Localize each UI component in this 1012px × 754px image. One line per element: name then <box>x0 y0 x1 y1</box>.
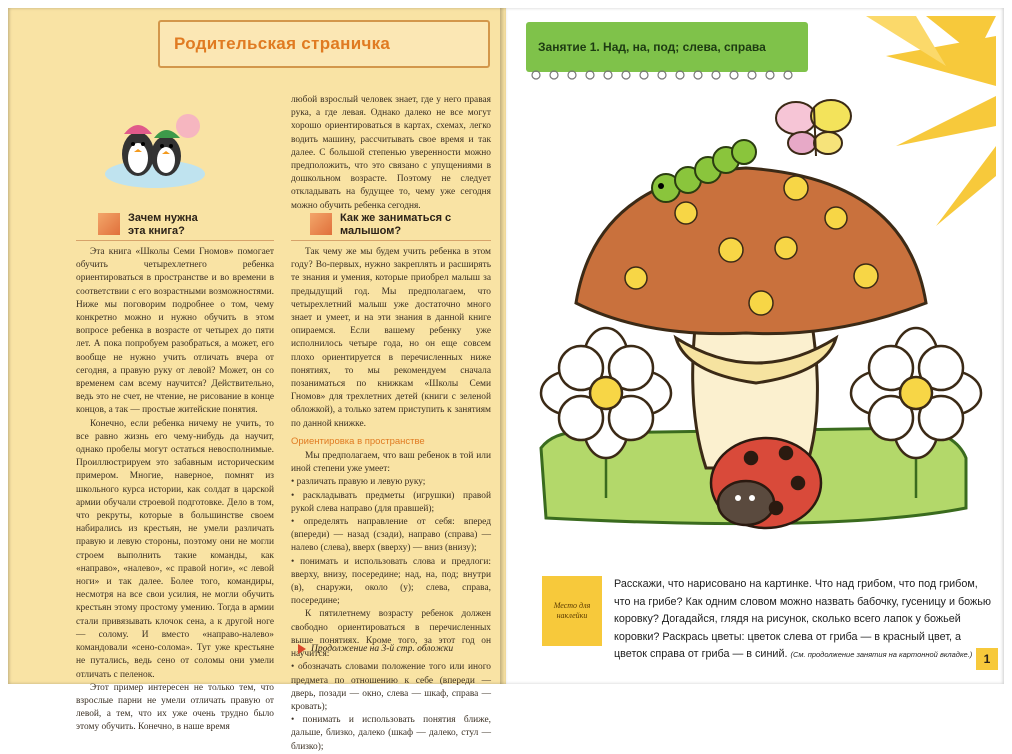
divider <box>291 240 491 241</box>
continuation-note: (См. продолжение занятия на картонной вкладке.) <box>790 650 973 659</box>
column-2-text: Так чему же мы будем учить ребенка в этом году? Во-первых, нужно закреплять и расширять те знания и умения, которые приобрел малыш за предыдущий год. Мы предполагаем, что четырехлетний малыш уже достаточно много знает и умеет, и на эти знания в данной книге опираемся. Если вашему ребенку уже исполнилось четыре года, но он еще совсем плохо ориентируется в перечисленных ниже понятиях, то мы рекомендуем сначала позаниматься по книжкам «Школы Семи Гномов» для трехлетних детей (книги с зеленой обложкой), а только затем приступить к занятиям по данной книжке. Ориентировка в пространстве Мы предполагаем, что ваш ребенок в той или иной степени уже умеет: • различать правую и левую руку; • раскладывать предметы (игрушки) правой рукой слева направо (для правшей); • определять направление от себя: вперед (впереди) — назад (сзади), направо (справа) — налево (слева), вверх (вверху) — вниз (внизу); • понимать и использовать слова и предлоги: вверху, внизу, посередине; над, на, под; внутри (в), снаружи, около (у); слева, справа, посередине; К пятилетнему возрасту ребенок должен свободно ориентироваться в перечисленных выше понятиях. Кроме того, за этот год он научится: • обозначать словами положение того или иного предмета по отношению к себе (впереди — дверь, позади — окно, слева — шкаф, справа — кровать); • понимать и использовать понятия ближе, дальше, близко, далеко (шкаф — далеко, стул — близко); <box>291 246 491 754</box>
orange-square-icon <box>98 213 120 235</box>
lesson-header <box>526 22 808 72</box>
left-page-title: Родительская страничка <box>174 34 391 53</box>
left-page-header <box>158 20 490 68</box>
orange-square-icon <box>310 213 332 235</box>
penguin-illustration <box>100 104 210 194</box>
right-page <box>506 8 1004 684</box>
task-block <box>542 576 992 676</box>
sticker-placeholder[interactable]: Место для наклейки <box>542 576 602 646</box>
list-item: • понимать и использовать понятия ближе, дальше, близко, далеко (шкаф — далеко, стул — близко); <box>291 715 491 752</box>
task-text: Расскажи, что нарисовано на картинке. Что над грибом, что под грибом, что на грибе? Как одним словом можно назвать бабочку, гусеницу и божью коровку? Догадайся, глядя на рисунок, сколько всего лапок у божьей коровки? Раскрась цветы: цветок слева от гриба — в красный цвет, а цветок справа от гриба — в синий. (См. продолжение занятия на картонной вкладке.) <box>614 578 991 660</box>
mushroom-illustration <box>536 88 976 548</box>
list-item: • различать правую и левую руку; <box>291 477 426 488</box>
divider <box>76 240 274 241</box>
column-2-intro: любой взрослый человек знает, где у него правая рука, а где левая. Однако далеко не все могут хорошо ориентироваться в картах, схемах, легко водить машину, рассчитывать свое время и так далее. С большой степенью уверенности можно предположить, что это связано с упущениями в дошкольном возрасте. Поэтому не следует откладывать на будущее то, чему уже сегодня можно обучить ребенка сегодня. <box>291 95 491 211</box>
arrow-icon <box>298 644 306 654</box>
left-page <box>8 8 506 752</box>
subheading-orientation: Ориентировка в пространстве <box>291 435 425 447</box>
section-heading-why: Зачем нужна эта книга? <box>98 212 218 238</box>
list-item: • понимать и использовать слова и предлоги: вверху, внизу, посередине; над, на, под; внутри (в), снаружи, около (у); слева, справа, посередине; <box>291 556 491 607</box>
spiral-binding <box>526 68 808 82</box>
list-item: • раскладывать предметы (игрушки) правой рукой слева направо (для правшей); <box>291 490 491 514</box>
list-item: • определять направление от себя: вперед (впереди) — назад (сзади), направо (справа) — налево (слева), вверх (вверху) — вниз (внизу); <box>291 517 491 554</box>
list-item: • обозначать словами положение того или иного предмета по отношению к себе (впереди — дверь, позади — окно, слева — шкаф, справа — кровать); <box>291 662 491 712</box>
column-1-text: Эта книга «Школы Семи Гномов» помогает обучить четырехлетнего ребенка ориентироваться в пространстве и во времени в соответствии с его возрастными возможностями. Ниже мы поговорим подробнее о том, чему конкретно можно и нужно обучить в этом вопросе ребенка в возрасте от четырех до пяти лет. А пока попробуем разобраться, а может, его вообще не нужно учить отличать вчера от сегодня, а правую руку от левой? Может, он со временем сам всему научится? Действительно, ведь это не счет, не чтение, не рисование в конце концов, а так — простые житейские понятия. Конечно, если ребенка ничему не учить, то все равно жизнь его чему-нибудь да научит, однако пробелы могут остаться невосполнимые. Проиллюстрируем это забавным историческим примером. Многие, наверное, помнят из школьного курса истории, как солдат в царской армии обучали строевой подготовке. Дело в том, что рекруты, которые в большинстве своем набирались из крестьян, не умели различать правую и левую стороны, поэтому они не могли строем выполнить такие команды, как «направо», «налево», «с правой ноги», «с левой ноги» и так далее. Более того, командиры, несмотря на все свои усилия, не могли обучить крестьян этому простому умению. Тогда в армии стали привязывать клочок сена, а к другой ноге — солому. И вместо «направо-налево» командовали «сено-солома». Тут уже крестьяне не путались, ведь сено от соломы они умели отличать с пеленок. Этот пример интересен не только тем, что взрослые парни не умели отличать правую от левой, а тем, что их уже очень трудно было этому обучить. Конечно, в наше время <box>76 247 274 733</box>
section-heading-how: Как же заниматься с малышом? <box>310 212 460 238</box>
page-number: 1 <box>976 648 998 670</box>
lesson-title: Занятие 1. Над, на, под; слева, справа <box>538 40 766 54</box>
continue-note: Продолжение на 3-й стр. обложки <box>298 644 453 654</box>
